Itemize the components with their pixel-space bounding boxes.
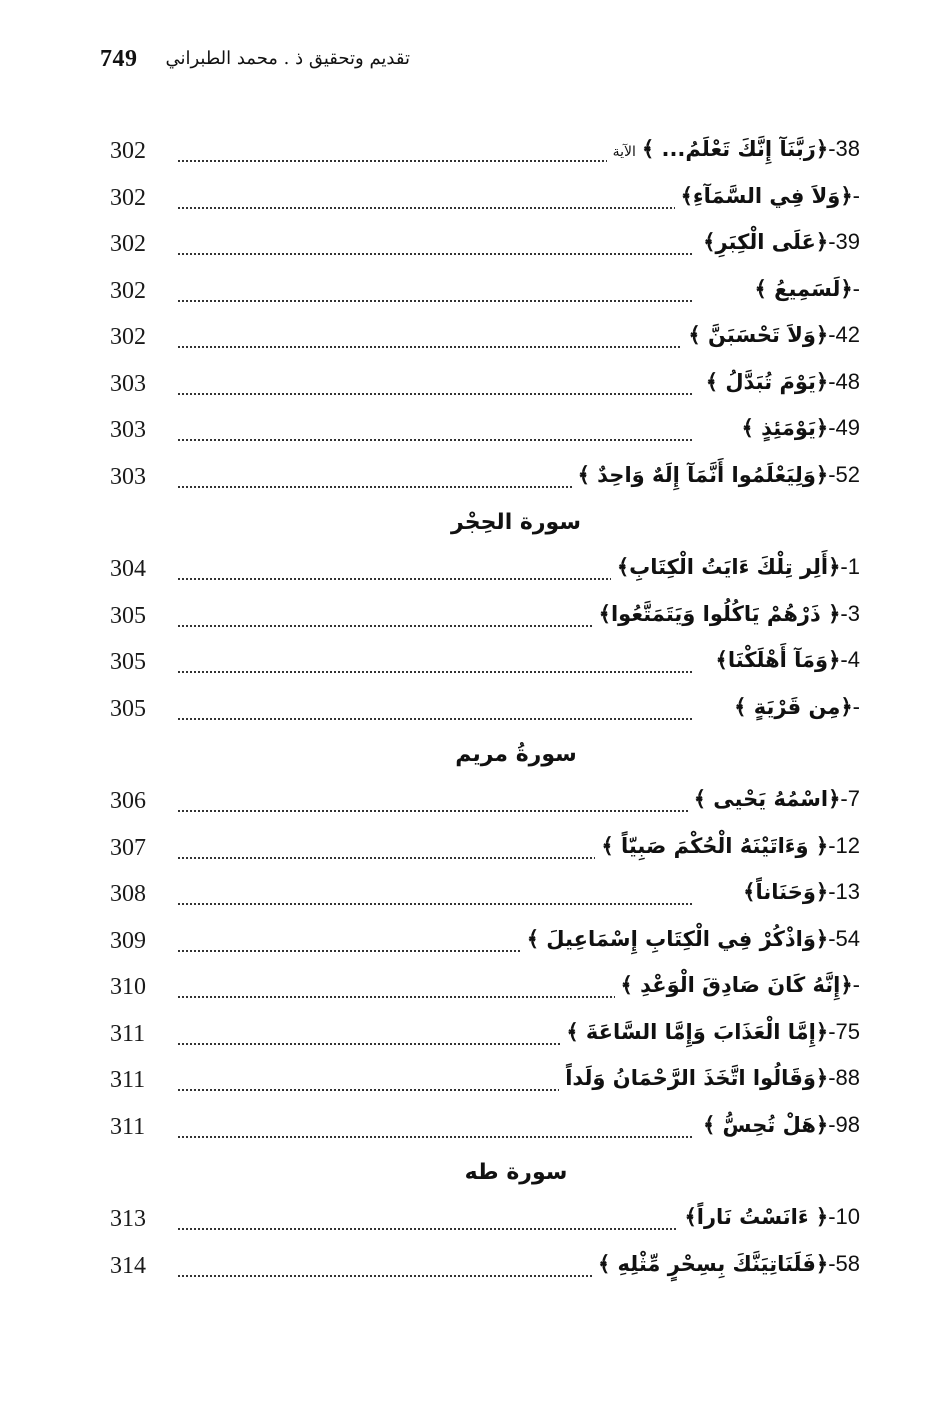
ayah-number: 38- — [828, 136, 860, 161]
toc-page-number: 311 — [110, 1067, 146, 1093]
toc-entry-label — [615, 972, 860, 998]
toc-entry — [0, 595, 952, 642]
toc-page-number: 303 — [110, 370, 146, 397]
toc-entry-label — [521, 926, 860, 952]
ayah-text: ﴿إِمَّا الْعَذَابَ وَإِمَّا السَّاعَةَ ﴾ — [566, 1019, 829, 1044]
toc-entry — [0, 780, 952, 827]
toc-entry — [0, 130, 952, 177]
toc-entry-label — [593, 601, 860, 627]
ayah-number: 48- — [828, 368, 860, 394]
dot-leader — [178, 718, 692, 720]
ayah-suffix: الآية — [612, 144, 636, 160]
toc-entry — [0, 1245, 952, 1292]
dot-leader — [178, 393, 692, 395]
dot-leader — [178, 903, 692, 905]
toc-entry-label — [675, 183, 860, 209]
ayah-text: ﴿يَوْمَئِذٍ ﴾ — [741, 416, 829, 440]
dot-leader — [178, 1228, 692, 1230]
toc-page-number: 305 — [110, 602, 146, 629]
toc-page-number: 311 — [110, 1113, 146, 1140]
ayah-text: ﴿وَلِيَعْلَمُوا أَنَّمَآ إِلَهٌ وَاحِدٌ ﴾ — [577, 462, 829, 487]
toc-entry-label — [697, 229, 860, 255]
ayah-number: 58- — [828, 1250, 860, 1276]
toc-entry — [0, 456, 952, 503]
toc-entry — [0, 316, 952, 363]
toc-page-number: 302 — [110, 138, 146, 164]
toc-entry — [0, 920, 952, 967]
ayah-text: ﴿أَلِر تِلْكَ ءَايَتُ الْكِتَابِ﴾ — [616, 555, 841, 579]
toc-entry-label — [688, 786, 860, 812]
toc-page-number: 313 — [110, 1206, 146, 1232]
dot-leader — [178, 671, 692, 673]
ayah-text: ﴿اسْمُهُ يَحْيى ﴾ — [693, 787, 841, 811]
toc-page-number: 304 — [110, 556, 146, 582]
toc-page-number: 306 — [110, 788, 146, 814]
ayah-text: ﴿عَلَى الْكِبَرِ﴾ — [703, 230, 829, 254]
toc-entry — [0, 1059, 952, 1106]
toc-page-number: 310 — [110, 974, 146, 1000]
ayah-number: 98- — [828, 1111, 860, 1137]
ayah-text: ﴿وَمَآ أَهْلَكْنَا﴾ — [715, 648, 841, 672]
toc-entry-label — [749, 276, 861, 302]
toc-entry — [0, 688, 952, 735]
toc-page-number: 307 — [110, 834, 146, 861]
table-of-contents — [0, 130, 952, 1291]
ayah-number: 75- — [828, 1018, 860, 1044]
toc-entry-label — [595, 833, 860, 859]
dot-leader — [178, 300, 692, 302]
ayah-text: ﴿ ءَانَسْتُ نَاراً﴾ — [684, 1205, 829, 1229]
toc-entry-label — [736, 415, 861, 441]
toc-entry — [0, 641, 952, 688]
toc-page-number: 302 — [110, 277, 146, 304]
ayah-text: ﴿رَبَّنَآ إِنَّكَ تَعْلَمُ... ﴾ — [641, 137, 829, 161]
running-head: تقديم وتحقيق ذ . محمد الطبراني — [165, 48, 410, 69]
ayah-number: 4- — [840, 647, 860, 672]
toc-page-number: 302 — [110, 231, 146, 257]
ayah-text: ﴿يَوْمَ تُبَدَّلُ ﴾ — [705, 369, 829, 394]
ayah-number: - — [852, 972, 860, 997]
surah-heading — [0, 502, 952, 548]
ayah-text: ﴿وَاذْكُرْ فِي الْكِتَابِ إِسْمَاعِيلَ ﴾ — [526, 926, 829, 951]
toc-entry-label — [710, 647, 860, 673]
ayah-number: 88- — [828, 1065, 860, 1090]
ayah-number: - — [852, 275, 860, 301]
surah-title: سورة طه — [464, 1160, 568, 1185]
ayah-text: ﴿ ذَرْهُمْ يَاكُلُوا وَيَتَمَتَّعُوا﴾ — [598, 601, 841, 626]
ayah-text: ﴿وَلاَ تَحْسَبَنَّ ﴾ — [688, 323, 829, 347]
ayah-text: ﴿لَسَمِيعُ ﴾ — [754, 276, 853, 301]
toc-entry-label — [682, 322, 860, 348]
toc-entry — [0, 548, 952, 595]
dot-leader — [178, 1136, 692, 1138]
toc-entry — [0, 177, 952, 224]
toc-page-number: 314 — [110, 1252, 146, 1279]
toc-entry-label — [592, 1251, 860, 1277]
toc-page-number: 308 — [110, 881, 146, 907]
toc-entry-label — [728, 694, 860, 720]
ayah-number: 7- — [840, 786, 860, 811]
page-header — [100, 40, 410, 80]
toc-entry — [0, 409, 952, 456]
ayah-text: ﴿فَلَنَاتِيَنَّكَ بِسِحْرٍ مِّثْلِهِ ﴾ — [597, 1251, 829, 1276]
toc-entry-label — [697, 1112, 860, 1138]
ayah-number: 52- — [828, 461, 860, 487]
toc-entry-label — [737, 879, 860, 905]
ayah-number: 12- — [828, 832, 860, 858]
ayah-number: 13- — [828, 879, 860, 904]
toc-entry-label — [678, 1204, 860, 1230]
toc-page-number: 305 — [110, 649, 146, 675]
toc-page-number: 305 — [110, 695, 146, 722]
toc-entry — [0, 1106, 952, 1153]
ayah-text: ﴿وَحَنَاناً﴾ — [743, 880, 829, 904]
dot-leader — [178, 810, 692, 812]
ayah-number: 49- — [828, 415, 860, 440]
ayah-number: 1- — [840, 554, 860, 579]
toc-entry — [0, 1198, 952, 1245]
ayah-number: - — [852, 182, 860, 208]
toc-entry — [0, 966, 952, 1013]
ayah-text: ﴿وَلاَ فِي السَّمَآءِ﴾ — [680, 183, 853, 208]
ayah-number: 42- — [828, 322, 860, 347]
page-number: 749 — [100, 46, 138, 72]
toc-entry — [0, 1013, 952, 1060]
dot-leader — [178, 253, 692, 255]
toc-entry — [0, 363, 952, 410]
toc-entry-label — [700, 369, 860, 395]
toc-entry — [0, 270, 952, 317]
dot-leader — [178, 346, 692, 348]
ayah-number: 3- — [840, 600, 860, 626]
toc-page-number: 309 — [110, 927, 146, 954]
surah-heading — [0, 1152, 952, 1198]
toc-entry — [0, 827, 952, 874]
toc-entry-label — [607, 136, 860, 162]
dot-leader — [178, 207, 692, 209]
toc-page-number: 302 — [110, 184, 146, 211]
toc-page-number: 303 — [110, 417, 146, 443]
toc-entry-label — [560, 1019, 860, 1045]
toc-page-number: 302 — [110, 324, 146, 350]
ayah-text: ﴿مِن قَرْيَةٍ ﴾ — [734, 694, 853, 719]
ayah-number: - — [852, 693, 860, 719]
dot-leader — [178, 439, 692, 441]
ayah-text: ﴿وَقَالُوا اتَّخَذَ الرَّحْمَانُ وَلَداً — [565, 1066, 829, 1090]
toc-entry-label — [611, 554, 860, 580]
ayah-text: ﴿ وَءَاتَيْنَهُ الْحُكْمَ صَبِيّاً ﴾ — [601, 833, 829, 858]
toc-page-number: 303 — [110, 463, 146, 490]
ayah-number: 10- — [828, 1204, 860, 1229]
toc-entry — [0, 223, 952, 270]
ayah-number: 54- — [828, 925, 860, 951]
surah-title: سورة الحِجْر — [451, 510, 581, 535]
ayah-text: ﴿إِنَّهُ كَانَ صَادِقَ الْوَعْدِ ﴾ — [620, 973, 853, 997]
ayah-text: ﴿هَلْ تُحِسُّ ﴾ — [702, 1112, 829, 1137]
toc-entry-label — [572, 462, 860, 488]
surah-heading — [0, 734, 952, 780]
ayah-number: 39- — [828, 229, 860, 254]
toc-page-number: 311 — [110, 1020, 146, 1047]
toc-entry — [0, 873, 952, 920]
surah-title: سورةُ مريم — [455, 742, 577, 767]
toc-entry-label — [559, 1065, 860, 1091]
